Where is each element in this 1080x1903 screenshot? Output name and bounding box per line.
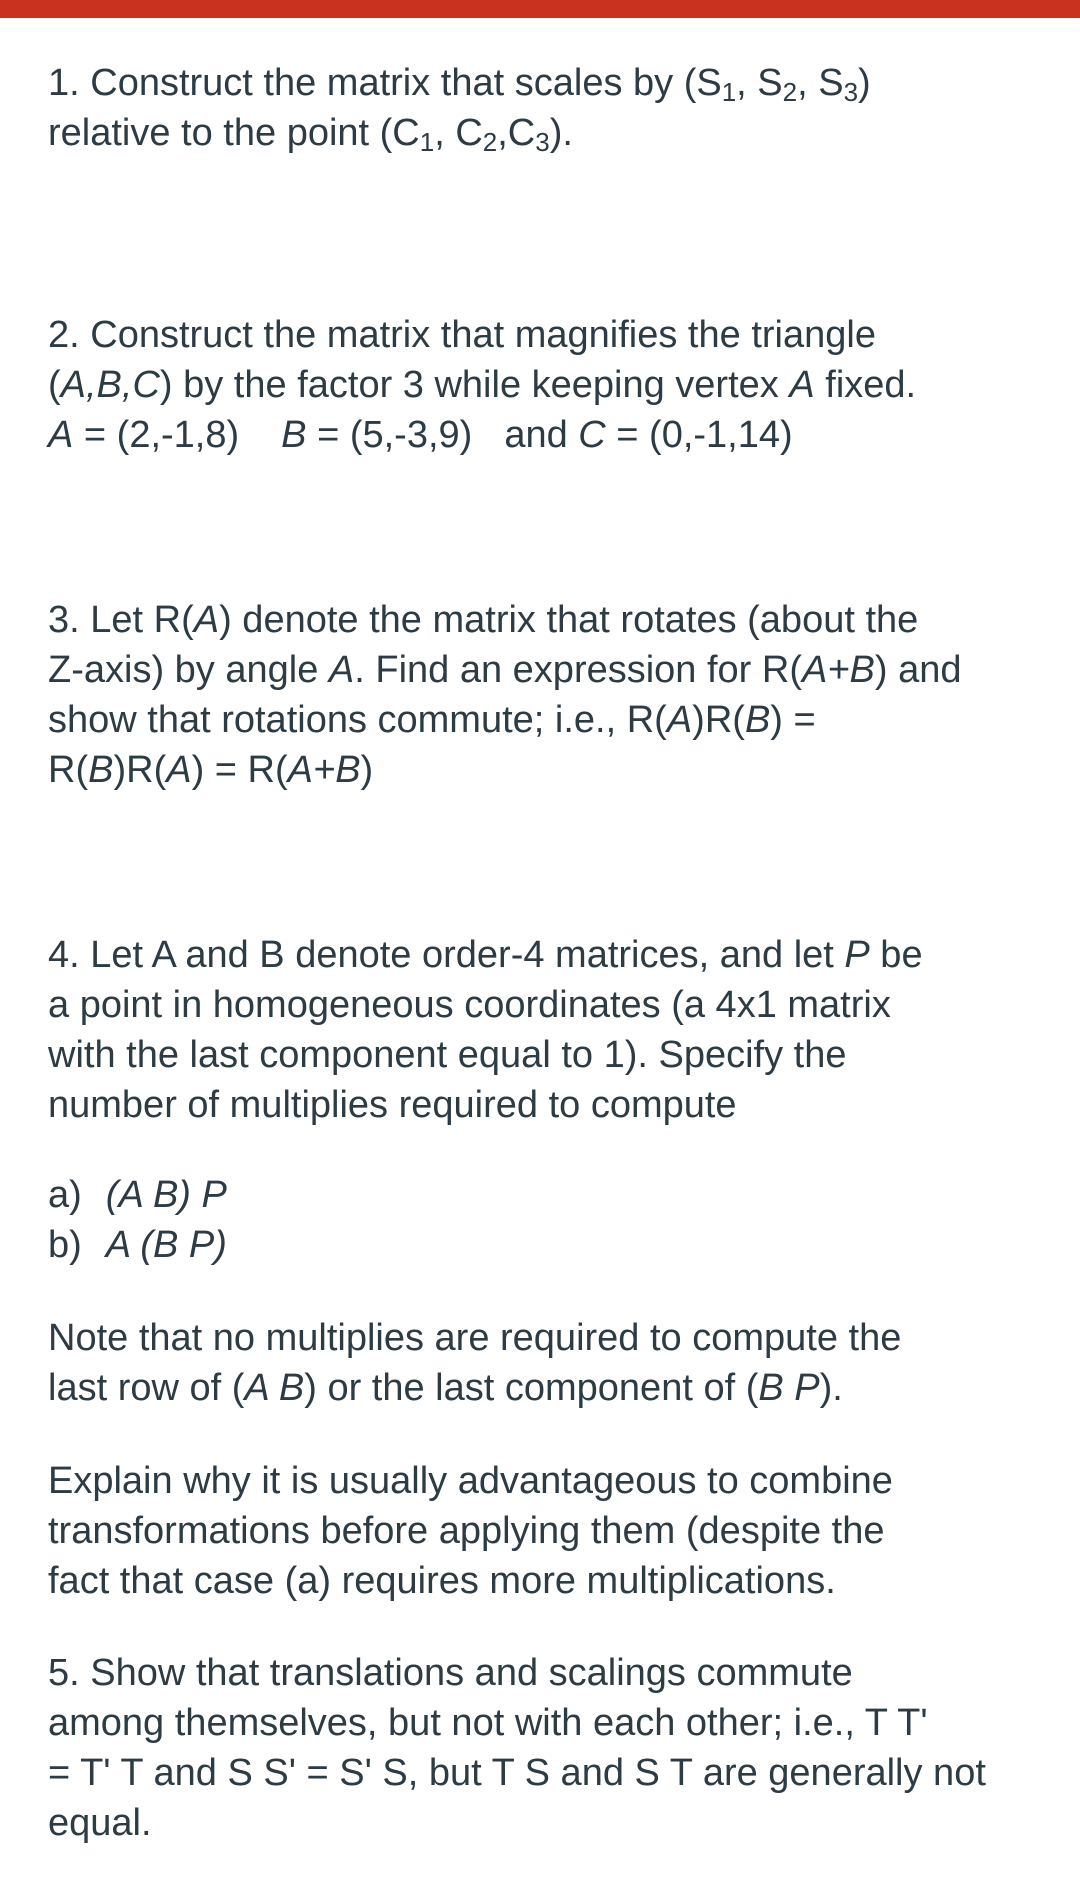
q4-explain-line-2: transformations before applying them (despite the bbox=[48, 1510, 885, 1552]
q4-part-a: a) (A B) P bbox=[48, 1174, 227, 1216]
q2-line-3: A = (2,-1,8) B = (5,-3,9) and C = (0,-1,14) bbox=[48, 414, 793, 456]
q4-line-1: 4. Let A and B denote order-4 matrices, and let P be bbox=[48, 934, 923, 976]
question-4 bbox=[48, 930, 1048, 1130]
question-1 bbox=[48, 58, 1048, 158]
question-4-explain bbox=[48, 1456, 1048, 1606]
question-2 bbox=[48, 310, 1048, 460]
q5-line-2: among themselves, but not with each other; i.e., T T' bbox=[48, 1702, 928, 1744]
q4-note-line-2: last row of (A B) or the last component of (B P). bbox=[48, 1367, 843, 1409]
question-5 bbox=[48, 1648, 1048, 1848]
q4-note-line-1: Note that no multiplies are required to compute the bbox=[48, 1317, 902, 1359]
question-3 bbox=[48, 595, 1048, 795]
q4-explain-line-3: fact that case (a) requires more multiplications. bbox=[48, 1560, 836, 1602]
q3-line-3: show that rotations commute; i.e., R(A)R(B) = bbox=[48, 699, 816, 741]
q5-line-4: equal. bbox=[48, 1802, 152, 1844]
question-4-note bbox=[48, 1313, 1048, 1413]
top-accent-bar bbox=[0, 0, 1080, 18]
question-4-parts bbox=[48, 1170, 1048, 1270]
q3-line-4: R(B)R(A) = R(A+B) bbox=[48, 749, 374, 791]
q1-line-2: relative to the point ($C_1$, $C_2,C_3$). bbox=[48, 112, 573, 157]
q1-line-1: 1. Construct the matrix that scales by ($S_1$, $S_2$, $S_3$) bbox=[48, 62, 871, 107]
q5-line-1: 5. Show that translations and scalings commute bbox=[48, 1652, 853, 1694]
q2-line-2: (A,B,C) by the factor 3 while keeping vertex A fixed. bbox=[48, 364, 917, 406]
q4-line-2: a point in homogeneous coordinates (a 4x1 matrix bbox=[48, 984, 891, 1026]
q4-line-4: number of multiplies required to compute bbox=[48, 1084, 737, 1126]
q2-line-1: 2. Construct the matrix that magnifies the triangle bbox=[48, 314, 876, 356]
q3-line-2: Z-axis) by angle A. Find an expression for R(A+B) and bbox=[48, 649, 962, 691]
q4-part-b: b) A (B P) bbox=[48, 1224, 227, 1266]
q4-explain-line-1: Explain why it is usually advantageous to combine bbox=[48, 1460, 893, 1502]
q4-line-3: with the last component equal to 1). Specify the bbox=[48, 1034, 847, 1076]
q5-line-3: = T' T and S S' = S' S, but T S and S T are generally not bbox=[48, 1752, 986, 1794]
q3-line-1: 3. Let R(A) denote the matrix that rotates (about the bbox=[48, 599, 919, 641]
